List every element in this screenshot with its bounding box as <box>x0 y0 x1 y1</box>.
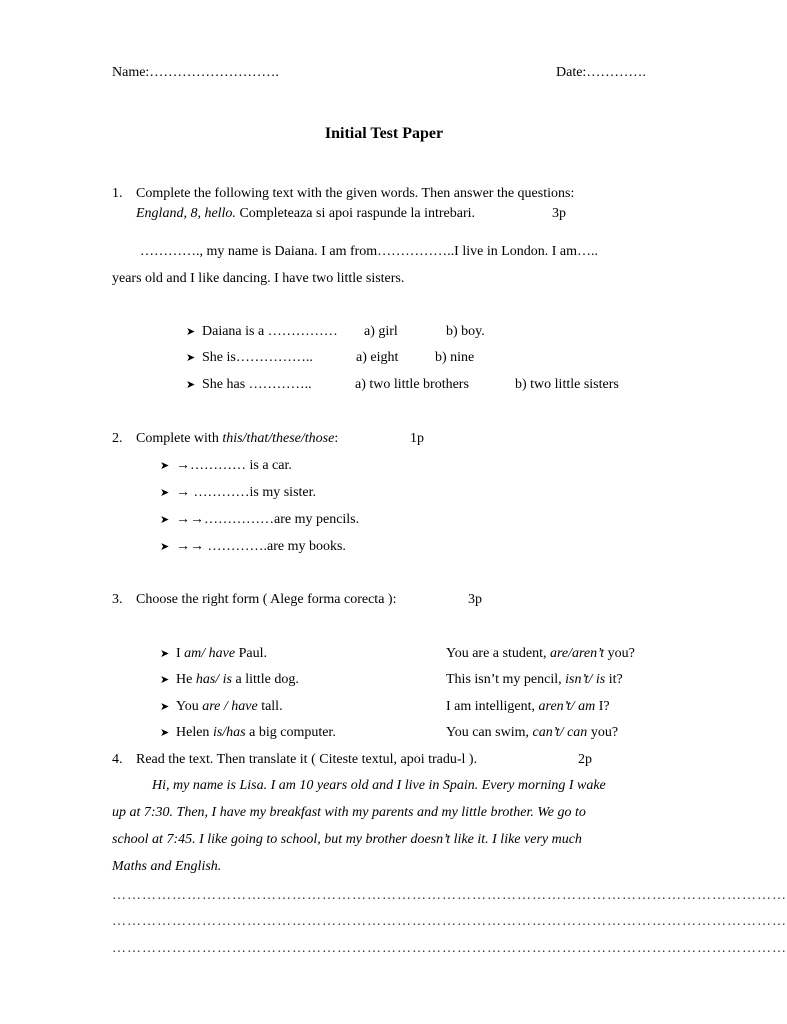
q1-instruction: Complete the following text with the given words. Then answer the questions: <box>136 186 575 201</box>
q1-words-line <box>136 206 475 222</box>
q4-text-line: Maths and English. <box>112 859 222 874</box>
q2-number: 2. <box>112 431 123 446</box>
bullet-arrow-icon: ➤ <box>160 674 170 686</box>
q3-points: 3p <box>468 592 482 607</box>
q3-right-item: You are a student, are/aren’t you? <box>446 646 635 661</box>
bullet-arrow-icon: ➤ <box>160 727 170 739</box>
q1-item-stem: Daiana is a …………… <box>202 324 338 339</box>
q1-text-line2: years old and I like dancing. I have two little sisters. <box>112 271 405 286</box>
q4-number: 4. <box>112 752 123 767</box>
q1-points: 3p <box>552 206 566 221</box>
answer-line[interactable]: ……………………………………………………………………………………………………………………… <box>112 888 787 903</box>
q1-option-a: a) two little brothers <box>355 377 469 392</box>
q3-right-item: I am intelligent, aren’t/ am I? <box>446 699 610 714</box>
q1-option-b: b) nine <box>435 350 475 365</box>
q1-item <box>186 377 312 393</box>
page-title: Initial Test Paper <box>324 125 444 142</box>
q1-text-line1: …………., my name is Daiana. I am from……………..I live in London. I am….. <box>140 244 599 259</box>
q1-item <box>186 324 338 340</box>
q1-number: 1. <box>112 186 123 201</box>
q1-item-stem: She has ………….. <box>202 377 312 392</box>
q2-instruction: Complete with this/that/these/those: <box>136 431 339 446</box>
q3-left-item: ➤ You are / have tall. <box>160 699 283 714</box>
bullet-arrow-icon: ➤ <box>160 541 170 553</box>
q2-item: ➤ → …………is my sister. <box>160 485 317 500</box>
q3-left-item: ➤ He has/ is a little dog. <box>160 672 299 687</box>
answer-line[interactable]: ……………………………………………………………………………………………………………………… <box>112 941 787 956</box>
bullet-arrow-icon: ➤ <box>160 460 170 472</box>
bullet-arrow-icon: ➤ <box>160 648 170 660</box>
q4-text-line: Hi, my name is Lisa. I am 10 years old and I live in Spain. Every morning I wake <box>152 778 606 793</box>
q2-words: this/that/these/those <box>222 431 335 446</box>
bullet-arrow-icon: ➤ <box>160 514 170 526</box>
q4-text-line: school at 7:45. I like going to school, but my brother doesn’t like it. I like very much <box>112 832 582 847</box>
q4-points: 2p <box>578 752 592 767</box>
q1-instruction-ro: Completeaza si apoi raspunde la intrebari. <box>239 206 476 221</box>
q1-item-stem: She is…………….. <box>202 350 313 365</box>
bullet-arrow-icon: ➤ <box>186 352 196 364</box>
q1-option-b: b) boy. <box>446 324 485 339</box>
q1-option-a: a) eight <box>356 350 399 365</box>
q1-option-a: a) girl <box>364 324 398 339</box>
bullet-arrow-icon: ➤ <box>160 701 170 713</box>
q3-right-item: This isn’t my pencil, isn’t/ is it? <box>446 672 623 687</box>
q1-option-b: b) two little sisters <box>515 377 619 392</box>
date-field: Date:…………. <box>556 65 646 80</box>
q3-instruction: Choose the right form ( Alege forma corecta ): <box>136 592 397 607</box>
bullet-arrow-icon: ➤ <box>160 487 170 499</box>
q4-instruction: Read the text. Then translate it ( Citeste textul, apoi tradu-l ). <box>136 752 478 767</box>
q2-points: 1p <box>410 431 424 446</box>
q3-number: 3. <box>112 592 123 607</box>
q3-right-item: You can swim, can’t/ can you? <box>446 725 619 740</box>
q2-item: ➤ →→……………are my pencils. <box>160 512 360 527</box>
bullet-arrow-icon: ➤ <box>186 379 196 391</box>
name-field: Name:………………………. <box>112 65 279 80</box>
answer-line[interactable]: ……………………………………………………………………………………………………………………… <box>112 914 787 929</box>
bullet-arrow-icon: ➤ <box>186 326 196 338</box>
q3-left-item: ➤ Helen is/has a big computer. <box>160 725 336 740</box>
q4-text-line: up at 7:30. Then, I have my breakfast with my parents and my little brother. We go to <box>112 805 586 820</box>
q3-left-item: ➤ I am/ have Paul. <box>160 646 267 661</box>
q2-item: ➤ →………… is a car. <box>160 458 292 473</box>
q1-words: England, 8, hello. <box>136 206 236 221</box>
q1-item <box>186 350 313 366</box>
q2-item: ➤ →→ ………….are my books. <box>160 539 346 554</box>
